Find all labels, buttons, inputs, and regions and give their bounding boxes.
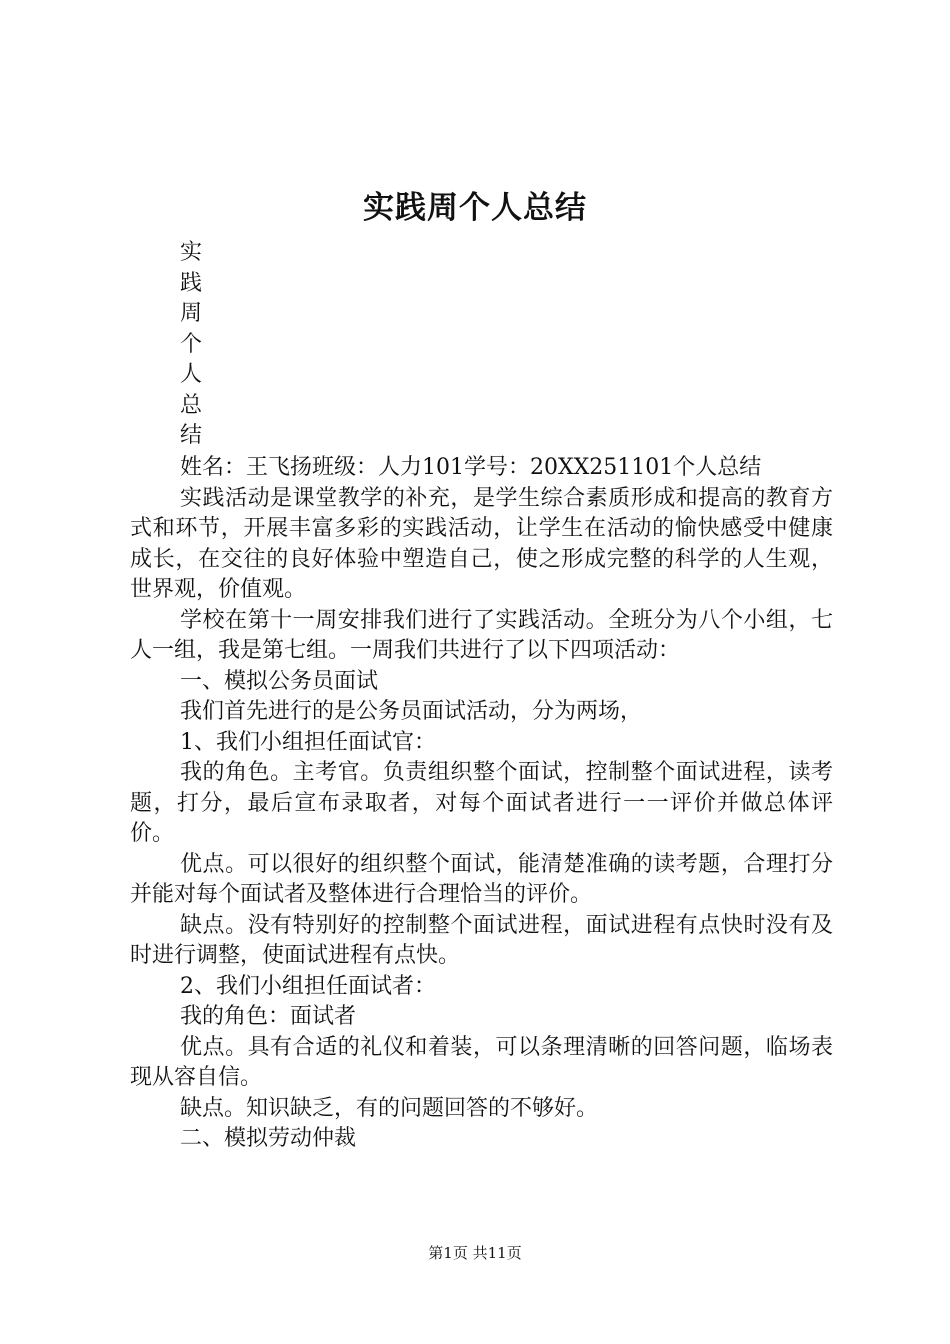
vertical-title-char: 实 [180,240,203,265]
section-heading: 二、模拟劳动仲裁 [180,1126,357,1151]
body-paragraph: 我们首先进行的是公务员面试活动，分为两场， [180,699,643,724]
subsection-heading: 1、我们小组担任面试官： [180,729,436,755]
body-paragraph: 优点。可以很好的组织整个面试，能清楚准确的读考题，合理打分并能对每个面试者及整体进行合理恰当的评价。 [130,851,833,907]
body-paragraph: 缺点。没有特别好的控制整个面试进程，面试进程有点快时没有及时进行调整，使面试进程有点快。 [130,912,833,968]
body-paragraph: 实践活动是课堂教学的补充，是学生综合素质形成和提高的教育方式和环节，开展丰富多彩的实践活动，让学生在活动的愉快感受中健康成长，在交往的良好体验中塑造自己，使之形成完整的科学的人生观，世界观，价值观。 [130,485,833,602]
page-title: 实践周个人总结 [363,190,587,226]
vertical-title-char: 结 [180,423,203,448]
subsection-heading: 2、我们小组担任面试者： [180,973,436,999]
vertical-title-char: 周 [180,301,203,326]
body-paragraph: 学校在第十一周安排我们进行了实践活动。全班分为八个小组，七人一组，我是第七组。一周我们共进行了以下四项活动： [130,607,833,663]
body-paragraph: 我的角色。主考官。负责组织整个面试，控制整个面试进程，读考题，打分，最后宣布录取者，对每个面试者进行一一评价并做总体评价。 [130,760,833,846]
body-paragraph: 我的角色：面试者 [180,1004,357,1029]
vertical-title-char: 个 [180,331,203,357]
vertical-title-char: 总 [180,392,203,418]
author-info-line: 姓名：王飞扬班级：人力101学号：20XX251101个人总结 [180,455,762,480]
vertical-title [180,238,210,452]
section-heading: 一、模拟公务员面试 [180,668,379,694]
document-body [130,453,833,1155]
vertical-title-char: 践 [180,270,203,296]
vertical-title-char: 人 [180,362,203,387]
body-paragraph: 缺点。知识缺乏，有的问题回答的不够好。 [180,1095,599,1121]
body-paragraph: 优点。具有合适的礼仪和着装，可以条理清晰的回答问题，临场表现从容自信。 [130,1034,833,1090]
page-footer: 第1页 共11页 [428,1244,522,1262]
